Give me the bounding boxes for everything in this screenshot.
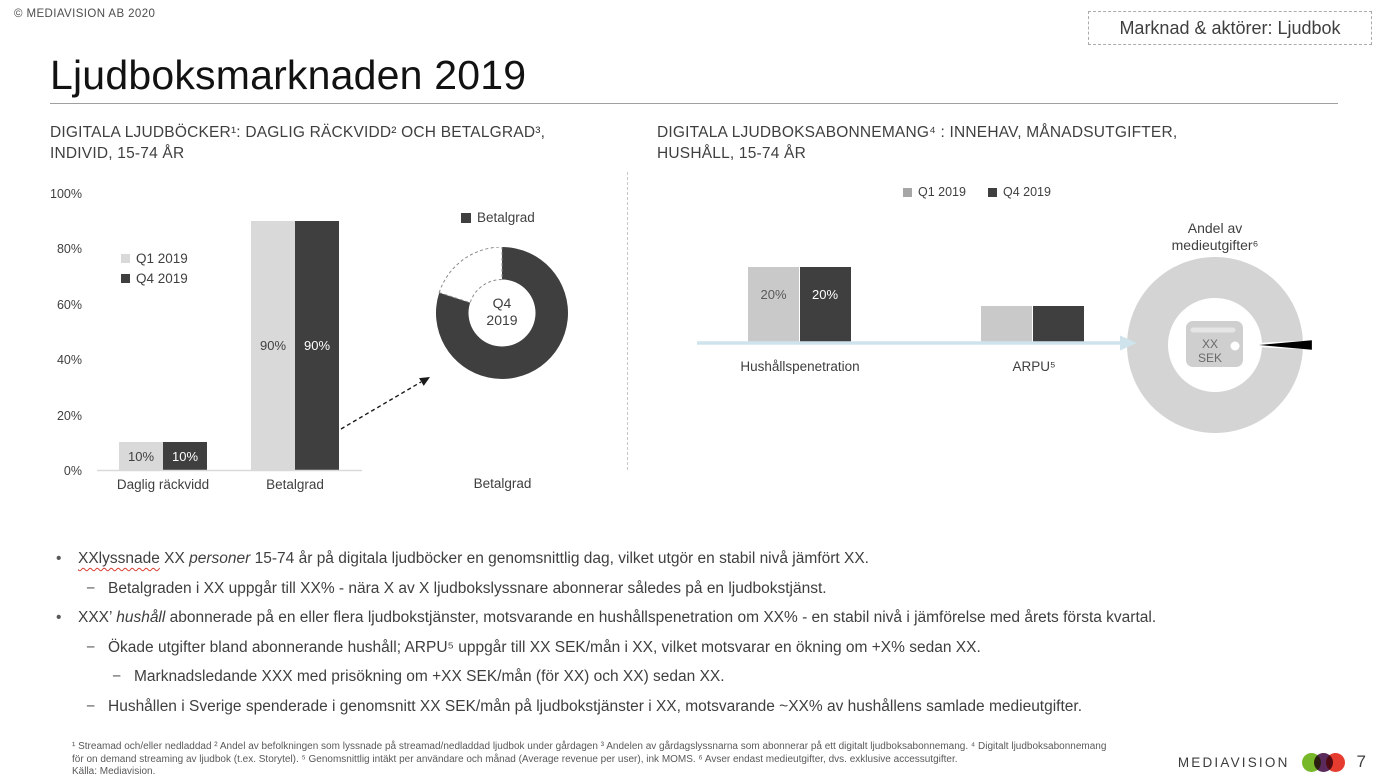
left-donut-legend xyxy=(461,210,535,225)
legend-item xyxy=(988,185,1051,199)
bar-q42019-0 xyxy=(163,442,207,470)
right-chart-categories xyxy=(695,359,1155,379)
text-segment: XX xyxy=(159,550,190,567)
dashed-arrow-head xyxy=(419,377,430,386)
list-item xyxy=(50,579,1380,598)
left-chart-legend xyxy=(121,251,188,286)
left-chart-categories xyxy=(100,477,362,495)
bullet-text xyxy=(78,549,869,568)
donut-center-label: Q4 xyxy=(492,295,512,311)
bar-q42019-0 xyxy=(800,267,851,343)
text-segment: Ökade utgifter bland abonnerande hushåll; ARPU⁵ uppgår till XX SEK/mån i XX, vilket motsvarar en ökning om +X% sedan XX. xyxy=(108,638,981,656)
legend-label: Betalgrad xyxy=(477,210,535,225)
betalgrad-donut-chart xyxy=(436,247,568,379)
bullet-marker: − xyxy=(86,579,96,597)
bullet-text xyxy=(108,638,981,657)
right-bar-chart xyxy=(695,267,1130,343)
donut-center-label: XX xyxy=(1201,337,1219,351)
text-segment: personer xyxy=(189,550,251,567)
list-item xyxy=(50,697,1380,716)
bar-q12019-0 xyxy=(748,267,799,343)
y-axis-tick: 0% xyxy=(63,464,82,478)
y-axis-tick: 100% xyxy=(50,187,82,201)
footnote-line: för on demand streaming av ljudbok (t.ex. Storytel). ⁵ Genomsnittlig intäkt per användare och månad (Average revenue per user), ink MOMS. ⁶ Avser endast medieutgifter, dvs. exklusive accessutgifter. xyxy=(72,753,958,765)
section-divider xyxy=(627,172,628,470)
brand-wordmark: MEDIAVISION xyxy=(1177,754,1290,770)
footnote-line: ¹ Streamad och/eller nedladdad ² Andel av befolkningen som lyssnade på streamad/nedladdad ljudbok under gårdagen ³ Andelen av gårdagslyssnarna som abonnerar på ett digitalt ljudboksabonnemang. ⁴ Digitalt ljudboksabonnemang xyxy=(72,741,1107,752)
slide-tag-label: Marknad & aktörer: Ljudbok xyxy=(1119,17,1341,38)
left-chart-y-axis xyxy=(44,187,88,478)
bar-value-label: 90% xyxy=(303,337,331,353)
bar-q42019-1 xyxy=(295,221,339,470)
y-axis-tick: 60% xyxy=(56,297,82,312)
bar-value-label: 10% xyxy=(127,448,155,464)
bullet-text xyxy=(78,608,1156,627)
bullet-marker: − xyxy=(86,697,96,715)
bar-value-label: 20% xyxy=(811,287,839,302)
title-divider xyxy=(50,103,1338,104)
text-segment: Marknadsledande XXX med prisökning om +XX SEK/mån (för XX) och XX) sedan XX. xyxy=(134,668,725,685)
legend-item xyxy=(121,271,188,286)
category-label: ARPU⁵ xyxy=(1012,359,1056,374)
donut-center-label: SEK xyxy=(1197,351,1223,365)
copyright-text: © MEDIAVISION AB 2020 xyxy=(14,8,156,20)
right-donut-title: Andel av medieutgifter⁶ xyxy=(1171,220,1259,253)
legend-swatch xyxy=(461,213,471,223)
category-label: Betalgrad xyxy=(266,477,324,492)
footnotes xyxy=(72,741,1106,779)
footnote-line: Källa: Mediavision. xyxy=(72,766,156,777)
mediavision-logo-icon xyxy=(1302,753,1345,772)
legend-swatch xyxy=(988,188,997,197)
y-axis-tick: 40% xyxy=(56,353,82,368)
donut-center-label: 2019 xyxy=(486,312,518,328)
bar-q12019-1 xyxy=(251,221,295,470)
bar-q42019-1 xyxy=(1033,306,1084,343)
category-label: Daglig räckvidd xyxy=(116,477,210,492)
legend-item xyxy=(903,185,966,199)
text-segment: hushåll xyxy=(116,609,166,626)
bullet-text xyxy=(108,697,1082,716)
text-segment: XXlyssnade xyxy=(78,550,160,567)
legend-swatch xyxy=(121,274,130,283)
bar-value-label: 20% xyxy=(760,287,787,302)
legend-swatch xyxy=(121,254,130,263)
slide-tag-box xyxy=(1088,11,1372,45)
list-item xyxy=(50,608,1380,627)
legend-item xyxy=(121,251,188,266)
bar-q12019-1 xyxy=(981,306,1032,343)
legend-label: Q1 2019 xyxy=(136,251,188,266)
y-axis-tick: 20% xyxy=(56,408,82,423)
left-section-header: DIGITALA LJUDBÖCKER¹: DAGLIG RÄCKVIDD² OCH BETALGRAD³, INDIVID, 15-74 ÅR xyxy=(50,124,546,162)
logo-circle-purple xyxy=(1314,753,1333,772)
category-label: Hushållspenetration xyxy=(740,359,860,374)
page-title: Ljudboksmarknaden 2019 xyxy=(50,52,527,98)
legend-label: Q4 2019 xyxy=(136,271,188,286)
list-item xyxy=(50,638,1380,657)
page-number: 7 xyxy=(1356,752,1366,771)
bullet-marker: • xyxy=(56,550,62,567)
right-chart-legend xyxy=(903,185,1051,199)
bullet-text xyxy=(134,667,725,686)
bar-value-label: 90% xyxy=(259,337,287,353)
left-donut-category-label: Betalgrad xyxy=(473,476,532,491)
list-item xyxy=(50,667,1380,686)
bullet-text xyxy=(108,579,827,598)
bullet-marker: − xyxy=(86,638,96,656)
list-item xyxy=(50,549,1380,568)
medieutgifter-donut-chart xyxy=(1123,253,1321,443)
text-segment: Hushållen i Sverige spenderade i genomsnitt XX SEK/mån på ljudbokstjänster i XX, motsvarande ~XX% av hushållens samlade medieutgifter. xyxy=(108,697,1083,715)
legend-label: Q1 2019 xyxy=(918,185,966,199)
text-segment: abonnerade på en eller flera ljudbokstjänster, motsvarande en hushållspenetration om XX% - en stabil nivå i jämförelse med årets första kvartal. xyxy=(165,609,1157,626)
left-bar-chart xyxy=(100,193,362,470)
bullet-list xyxy=(50,549,1380,726)
text-segment: Betalgraden i XX uppgår till XX% - nära X av X ljudbokslyssnare abonnerar således på en ljudbokstjänst. xyxy=(108,579,827,597)
bullet-marker: • xyxy=(56,609,62,626)
legend-swatch xyxy=(903,188,912,197)
text-segment: XXX’ xyxy=(78,609,117,626)
y-axis-tick: 80% xyxy=(56,242,82,257)
text-segment: 15-74 år på digitala ljudböcker en genomsnittlig dag, vilket utgör en stabil nivå jämfört XX. xyxy=(250,550,869,567)
bullet-marker: − xyxy=(112,668,122,685)
legend-label: Q4 2019 xyxy=(1002,185,1051,199)
footer xyxy=(1178,752,1366,772)
bar-value-label: 10% xyxy=(171,448,199,464)
right-section-header: DIGITALA LJUDBOKSABONNEMANG⁴ : INNEHAV, MÅNADSUTGIFTER, HUSHÅLL, 15-74 ÅR xyxy=(657,124,1178,162)
bar-q12019-0 xyxy=(119,442,163,470)
